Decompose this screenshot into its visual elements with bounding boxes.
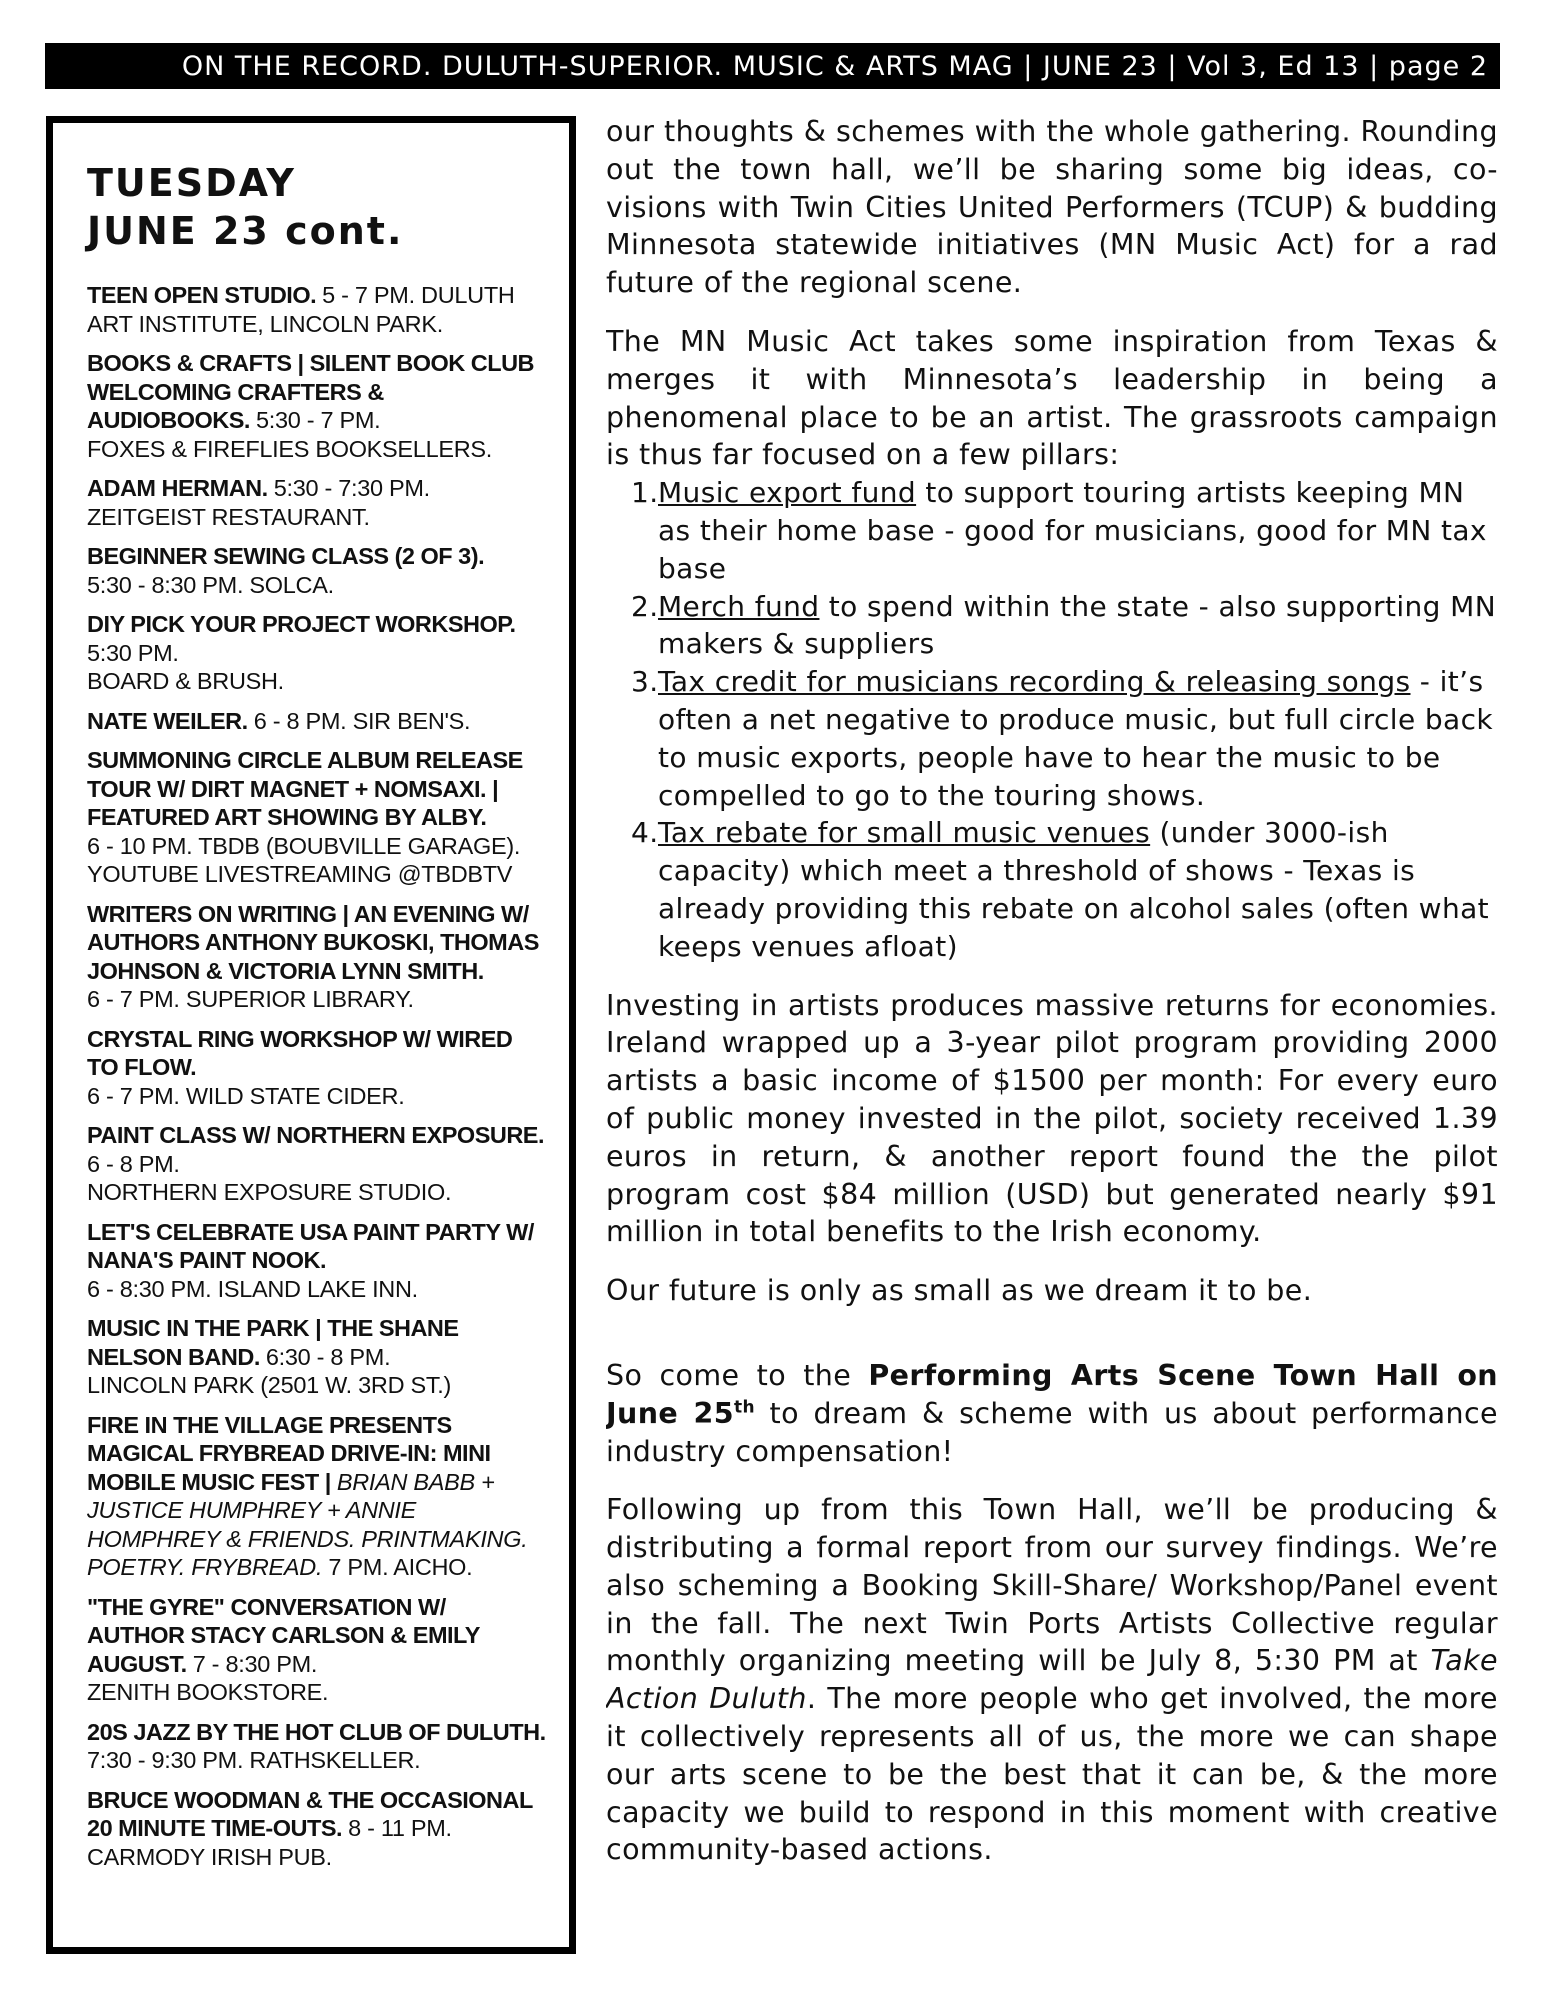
event-item (87, 1025, 547, 1111)
article-paragraph (606, 1491, 1498, 1869)
event-details: 6:30 - 8 PM. (265, 1343, 391, 1370)
event-name: SUMMONING CIRCLE ALBUM RELEASE TOUR W/ DIRT MAGNET + NOMSAXI. | FEATURED ART SHOWING BY ALBY. (87, 747, 523, 830)
event-details: 6 - 8 PM. (87, 1150, 180, 1177)
article-paragraph: Our future is only as small as we dream it to be. (606, 1274, 1313, 1308)
pillar-item (606, 663, 1498, 814)
event-venue: BOARD & BRUSH. (87, 668, 284, 694)
followup-venue: Take Action Duluth (606, 1644, 1498, 1716)
event-item (87, 1218, 547, 1304)
pillar-item (606, 814, 1498, 965)
event-details: 6 - 8 PM. SIR BEN'S. (253, 707, 471, 734)
pillar-item (606, 588, 1498, 664)
pillar-item (606, 474, 1498, 587)
pillar-text: to support touring artists keeping MN as their home base - good for musicians, good for MN tax base (658, 476, 1487, 585)
event-venue: 6 - 10 PM. TBDB (BOUBVILLE GARAGE). YOUTUBE LIVESTREAMING @TBDBTV (87, 832, 521, 887)
event-name: "THE GYRE" CONVERSATION W/ AUTHOR STACY CARLSON & EMILY AUGUST. (87, 1593, 480, 1677)
event-venue: NORTHERN EXPOSURE STUDIO. (87, 1179, 452, 1205)
event-name: WRITERS ON WRITING | AN EVENING W/ AUTHORS ANTHONY BUKOSKI, THOMAS JOHNSON & VICTORIA LYNN SMITH. (87, 900, 539, 984)
event-details: 5:30 - 7 PM. (255, 407, 381, 433)
invite-intro: So come to the (606, 1358, 869, 1392)
event-details: 5:30 - 7:30 PM. (273, 475, 430, 501)
pillar-title: Merch fund (658, 589, 820, 623)
pillar-number: 1. (631, 476, 659, 510)
event-details: 5:30 PM. (87, 639, 179, 666)
header-banner-text: ON THE RECORD. DULUTH-SUPERIOR. MUSIC & ARTS MAG | JUNE 23 | Vol 3, Ed 13 | page 2 (181, 50, 1488, 82)
event-name: BOOKS & CRAFTS | SILENT BOOK CLUB WELCOMING CRAFTERS & AUDIOBOOKS. (87, 350, 535, 433)
paragraph-spacer (606, 1331, 1498, 1357)
event-venue: ZEITGEIST RESTAURANT. (87, 503, 370, 530)
event-item (87, 707, 547, 736)
event-venue: FOXES & FIREFLIES BOOKSELLERS. (87, 435, 492, 462)
event-item (87, 1718, 547, 1775)
followup-text-end: . The more people who get involved, the more it collectively represents all of us, the more we can shape our arts scene to be the best that it can be, & the more capacity we build to respond in this moment with creative community-based actions. (606, 1682, 1498, 1867)
event-details: 8 - 11 PM. CARMODY IRISH PUB. (87, 1815, 452, 1870)
event-venue: 6 - 7 PM. WILD STATE CIDER. (87, 1082, 405, 1109)
pillar-title: Music export fund (658, 476, 917, 510)
event-venue: 5:30 - 8:30 PM. SOLCA. (87, 571, 334, 598)
event-name: PAINT CLASS W/ NORTHERN EXPOSURE. (87, 1122, 545, 1148)
invite-date-suffix: th (733, 1397, 755, 1418)
invite-event-name: Performing Arts Scene Town Hall on June 25 (606, 1358, 1498, 1430)
event-item (87, 349, 547, 463)
event-venue: LINCOLN PARK (2501 W. 3RD ST.) (87, 1372, 452, 1398)
article-body (606, 113, 1498, 1943)
pillar-number: 3. (631, 665, 659, 699)
event-name: TEEN OPEN STUDIO. (87, 282, 323, 308)
pillar-number: 2. (631, 589, 659, 623)
event-item (87, 1786, 547, 1872)
event-name: LET'S CELEBRATE USA PAINT PARTY W/ NANA'S PAINT NOOK. (87, 1218, 534, 1273)
event-item (87, 1121, 547, 1207)
event-name: DIY PICK YOUR PROJECT WORKSHOP. (87, 611, 516, 637)
events-title-date: JUNE 23 cont. (87, 209, 404, 253)
event-item (87, 1593, 547, 1707)
event-lineup: BRIAN BABB + JUSTICE HUMPHREY + ANNIE HOMPHREY & FRIENDS. PRINTMAKING. POETRY. FRYBREAD. (87, 1468, 528, 1580)
pillar-text: - it’s often a net negative to produce music, but full circle back to music exports, people have to hear the music to be compelled to go to the touring shows. (658, 665, 1494, 812)
town-hall-invite (606, 1357, 1498, 1470)
header-banner (45, 43, 1500, 89)
event-item (87, 542, 547, 599)
pillar-text: to spend within the state - also supporting MN makers & suppliers (658, 589, 1497, 661)
event-name: BEGINNER SEWING CLASS (2 OF 3). (87, 543, 485, 569)
event-item (87, 900, 547, 1014)
event-details: 7:30 - 9:30 PM. RATHSKELLER. (87, 1747, 421, 1773)
article-paragraph: Investing in artists produces massive returns for economies. Ireland wrapped up a 3-year pilot program providing 2000 artists a basic income of $1500 per month: For every euro of public money invested in the pilot, society received 1.39 euros in return, & another report found the the pilot program cost $84 million (USD) but generated nearly $91 million in total benefits to the Irish economy. (606, 988, 1498, 1249)
event-name: ADAM HERMAN. (87, 475, 274, 501)
event-name: 20S JAZZ BY THE HOT CLUB OF DULUTH. (87, 1718, 546, 1745)
pillars-list (606, 474, 1498, 965)
event-name: MUSIC IN THE PARK | THE SHANE NELSON BAND. (87, 1315, 459, 1370)
event-details: 7 - 8:30 PM. (192, 1650, 318, 1677)
event-venue: ZENITH BOOKSTORE. (87, 1679, 329, 1705)
pillar-title: Tax credit for musicians recording & releasing songs (658, 665, 1411, 699)
event-item (87, 1411, 547, 1582)
event-name: NATE WEILER. (87, 707, 254, 734)
events-title-day: TUESDAY (87, 161, 296, 205)
followup-text: Following up from this Town Hall, we’ll be producing & distributing a formal report from our survey findings. We’re also scheming a Booking Skill-Share/ Workshop/Panel event in the fall. The next Twin Ports Artists Collective regular monthly organizing meeting will be July 8, 5:30 PM at (606, 1493, 1498, 1678)
article-paragraph: our thoughts & schemes with the whole gathering. Rounding out the town hall, we’ll be sharing some big ideas, co-visions with Twin Cities United Performers (TCUP) & budding Minnesota statewide initiatives (MN Music Act) for a rad future of the regional scene. (606, 115, 1498, 300)
event-item (87, 610, 547, 696)
event-item (87, 1314, 547, 1400)
event-item (87, 746, 547, 889)
event-name: FIRE IN THE VILLAGE PRESENTS MAGICAL FRYBREAD DRIVE-IN: MINI MOBILE MUSIC FEST | (87, 1411, 491, 1495)
event-venue: 6 - 7 PM. SUPERIOR LIBRARY. (87, 986, 414, 1012)
event-name: CRYSTAL RING WORKSHOP W/ WIRED TO FLOW. (87, 1025, 513, 1080)
article-paragraph: The MN Music Act takes some inspiration from Texas & merges it with Minnesota’s leadership in being a phenomenal place to be an artist. The grassroots campaign is thus far focused on a few pillars: (606, 324, 1498, 472)
pillar-text: (under 3000-ish capacity) which meet a threshold of shows - Texas is already providing this rebate on alcohol sales (often what keeps venues afloat) (658, 816, 1490, 963)
events-listing-box (46, 116, 576, 1954)
event-item (87, 281, 547, 338)
invite-outro: to dream & scheme with us about performance industry compensation! (606, 1396, 1498, 1468)
pillar-number: 4. (631, 816, 659, 850)
event-name: BRUCE WOODMAN & THE OCCASIONAL 20 MINUTE TIME-OUTS. (87, 1786, 533, 1841)
pillar-title: Tax rebate for small music venues (658, 816, 1151, 850)
event-item (87, 474, 547, 531)
events-title (87, 159, 547, 255)
event-details: 5 - 7 PM. DULUTH ART INSTITUTE, LINCOLN PARK. (87, 282, 515, 337)
event-venue: 6 - 8:30 PM. ISLAND LAKE INN. (87, 1275, 418, 1302)
event-details: 7 PM. AICHO. (328, 1554, 473, 1580)
